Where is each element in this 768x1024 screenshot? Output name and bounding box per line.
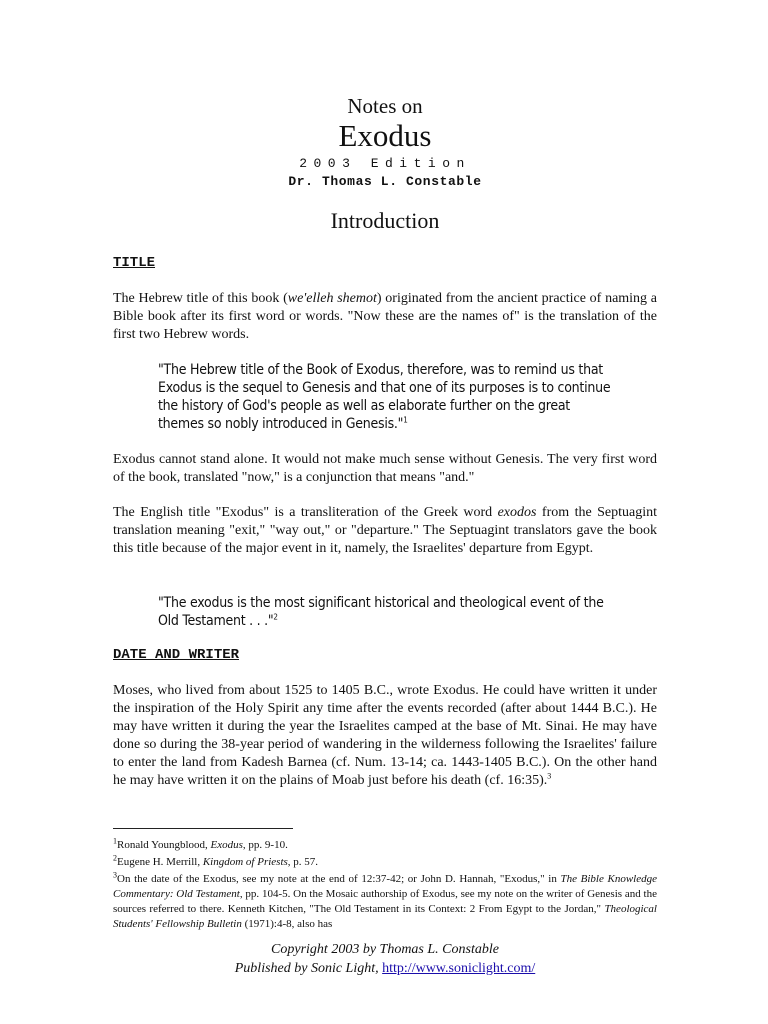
block-quote-2: "The exodus is the most significant historical and theological event of the Old Testament . . ."$^2$: [158, 595, 604, 629]
footnote-divider: [113, 828, 293, 829]
title-paragraph-1: The Hebrew title of this book (we'elleh shemot) originated from the ancient practice of naming a Bible book after its first word or words. "Now these are the names of" is the translation of the first two Hebrew words.: [113, 291, 657, 342]
author-name: Dr. Thomas L. Constable: [288, 174, 482, 189]
footnote-ref-2: 2: [273, 612, 278, 622]
edition-label: 2003 Edition: [299, 156, 471, 171]
block-quote-1: "The Hebrew title of the Book of Exodus, therefore, was to remind us that Exodus is the sequel to Genesis and that one of its purposes is to continue the history of God's people as well as elaborate further on the great themes so nobly introduced in Genesis."$^1$: [158, 362, 611, 432]
title-heading: TITLE: [113, 255, 156, 271]
title-paragraph-2: Exodus cannot stand alone. It would not make much sense without Genesis. The very first word of the book, translated "now," is a conjunction that means "and.": [113, 452, 657, 485]
section-title: Introduction: [330, 208, 440, 233]
footnote-3: $^3$On the date of the Exodus, see my note at the end of 12:37-42; or John D. Hannah, "Exodus," in The Bible Knowledge Commentary: Old Testament, pp. 104-5. On the Mosaic authorship of Exodus, see my note on the writer of Genesis and the sources referred to there. Kenneth Kitchen, "The Old Testament in its Context: 2 From Egypt to the Jordan," Theological Students' Fellowship Bulletin (1971):4-8, also has: [113, 870, 657, 930]
greek-word: exodos: [497, 505, 537, 520]
publisher-link[interactable]: http://www.soniclight.com/: [382, 961, 536, 976]
footnote-ref-3: 3: [547, 771, 552, 781]
title-paragraph-3: The English title "Exodus" is a transliteration of the Greek word exodos from the Septuagint translation meaning "exit," "way out," or "departure." The Septuagint translators gave the book this title because of the major event in it, namely, the Israelites' departure from Egypt.: [113, 505, 657, 556]
publisher-line: Published by Sonic Light, http://www.soniclight.com/: [234, 961, 536, 976]
book-title: Exodus: [338, 118, 432, 153]
footnote-ref-1: 1: [403, 415, 408, 425]
copyright-notice: Copyright 2003 by Thomas L. Constable: [271, 942, 499, 957]
footnote-2: $^2$Eugene H. Merrill, Kingdom of Priests, p. 57.: [113, 853, 319, 868]
notes-on-label: Notes on: [347, 94, 423, 118]
date-writer-heading: DATE AND WRITER: [113, 647, 240, 663]
hebrew-title: we'elleh shemot: [287, 291, 377, 306]
date-paragraph-1: Moses, who lived from about 1525 to 1405 B.C., wrote Exodus. He could have written it under the inspiration of the Holy Spirit any time after the events recorded (after about 1444 B.C.). He may have written it during the year the Israelites camped at the base of Mt. Sinai. He may have done so during the 38-year period of wandering in the wilderness following the Israelites' failure to enter the land from Kadesh Barnea (cf. Num. 13-14; ca. 1443-1405 B.C.). On the other hand he may have written it on the plains of Moab just before his death (cf. 16:35).$^3$: [113, 683, 657, 788]
footnote-1: $^1$Ronald Youngblood, Exodus, pp. 9-10.: [113, 836, 288, 851]
